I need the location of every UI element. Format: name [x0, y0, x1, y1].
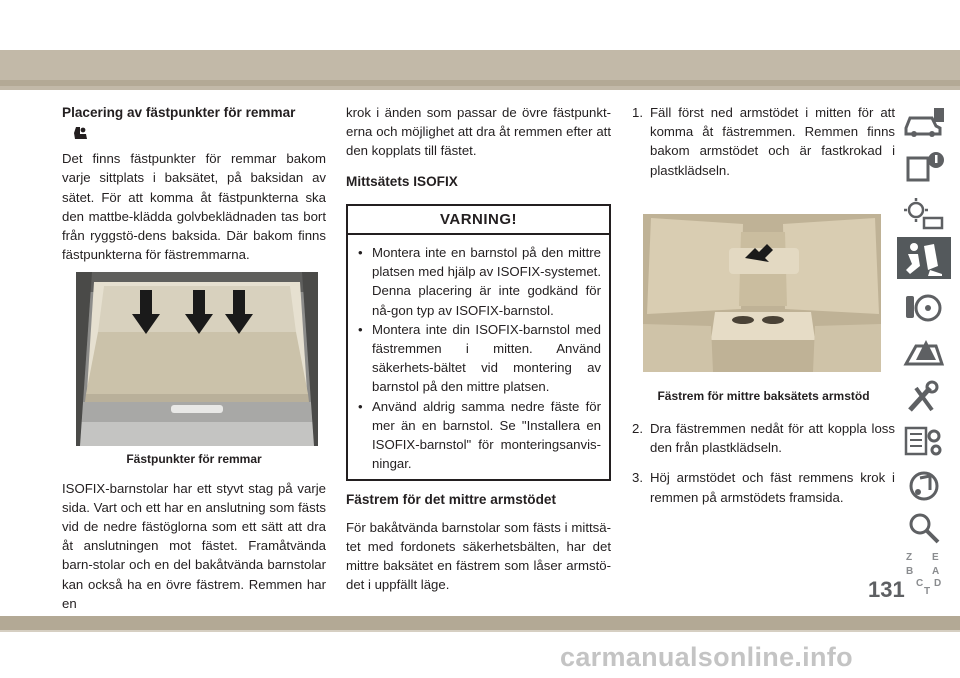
- paragraph: Det finns fästpunkter för remmar bakom varje sittplats i baksätet, på baksidan av sätet. För att komma åt fästpunkterna ska den mattbe-klädda golvbeklädnaden tas bort från ryggstö-dens baksida. Där bakom finns fästpunkterna för fästremmarna.: [62, 151, 326, 263]
- header-rule: [0, 80, 960, 86]
- footer-band: [0, 616, 960, 630]
- index-letter: T: [924, 586, 931, 594]
- child-seat-small-icon: [72, 125, 326, 147]
- column-1: [62, 103, 326, 613]
- car-info-icon[interactable]: [897, 103, 951, 143]
- warning-item: • Montera inte din ISOFIX-barnstol med fästremmen i mitten. Använd säkerhets-bältet vid montering av barnstol på den mittre platsen.: [358, 320, 601, 397]
- index-letter: D: [934, 578, 942, 589]
- figure-caption: Fästpunkter för remmar: [126, 452, 262, 467]
- column-2: [346, 103, 611, 594]
- child-seat-safety-icon[interactable]: [897, 237, 951, 279]
- step-item: 1. Fäll först ned armstödet i mitten för att komma åt fästremmen. Remmen finns bakom armstödet och är fastkrokad i plastklädseln.: [632, 105, 895, 178]
- index-letter: B: [906, 566, 914, 577]
- watermark-text: carmanualsonline.info: [560, 642, 853, 672]
- step-item: 2. Dra fästremmen nedåt för att koppla loss den från plastklädseln.: [632, 421, 895, 456]
- alphabetical-index-icon[interactable]: [897, 549, 951, 595]
- figure-caption: Fästrem för mittre baksätets armstöd: [657, 388, 870, 403]
- specifications-icon[interactable]: [897, 421, 951, 461]
- wrench-tools-icon[interactable]: [897, 377, 951, 417]
- index-letter: E: [932, 552, 939, 563]
- paragraph: krok i änden som passar de övre fästpunkt-erna och möjlighet att dra åt remmen efter att den kopplats till fästet.: [346, 105, 611, 159]
- cargo-area-photo: [76, 272, 318, 446]
- column-3: [632, 103, 895, 507]
- paragraph: För bakåtvända barnstolar som fästs i mittsä-tet med fordonets säkerhetsbälten, har det mittre baksätet en fästrem som låser armstö-det i uppfällt läge.: [346, 519, 611, 593]
- footer-rule: [0, 630, 960, 632]
- index-letter: C: [916, 578, 924, 589]
- index-letter: Z: [906, 552, 913, 563]
- step-item: 3. Höj armstödet och fäst remmens krok i remmen på armstödets framsida.: [632, 470, 895, 505]
- section-heading-armrest-tether: Fästrem för det mittre armstödet: [346, 492, 556, 508]
- search-index-icon[interactable]: [897, 507, 951, 547]
- section-heading-tether-anchors: Placering av fästpunkter för remmar: [62, 105, 296, 120]
- armrest-photo: [643, 214, 881, 372]
- paragraph: ISOFIX-barnstolar har ett styvt stag på varje sida. Vart och ett har en anslutning som fästs vid de nedre fästöglorna som ett sätt att dra åt anslutningen mot fästet. Framåtvända barn-stolar och en del bakåtvända barnstolar kan också ha en övre fästrem. Remmen har en: [62, 480, 326, 611]
- page-top-margin: [0, 0, 960, 50]
- roadside-warning-icon[interactable]: [897, 333, 951, 373]
- index-letter: A: [932, 566, 940, 577]
- warning-item: • Använd aldrig samma nedre fäste för mer än en barnstol. Se "Installera en ISOFIX-barnstol" för monteringsanvis-ningar.: [358, 397, 601, 474]
- warning-item: • Montera inte en barnstol på den mittre platsen med hjälp av ISOFIX-systemet. Denna placering är inte godkänd för nå-gon typ av ISOFIX-barnstol.: [358, 243, 601, 320]
- steering-wheel-icon[interactable]: [897, 287, 951, 327]
- warning-info-icon[interactable]: [897, 147, 951, 187]
- section-heading-center-isofix: Mittsätets ISOFIX: [346, 173, 458, 189]
- warning-box: [346, 204, 611, 482]
- dashboard-lights-icon[interactable]: [897, 193, 951, 233]
- page-number: 131: [868, 577, 905, 602]
- multimedia-icon[interactable]: [897, 465, 951, 505]
- warning-title: VARNING!: [348, 206, 609, 235]
